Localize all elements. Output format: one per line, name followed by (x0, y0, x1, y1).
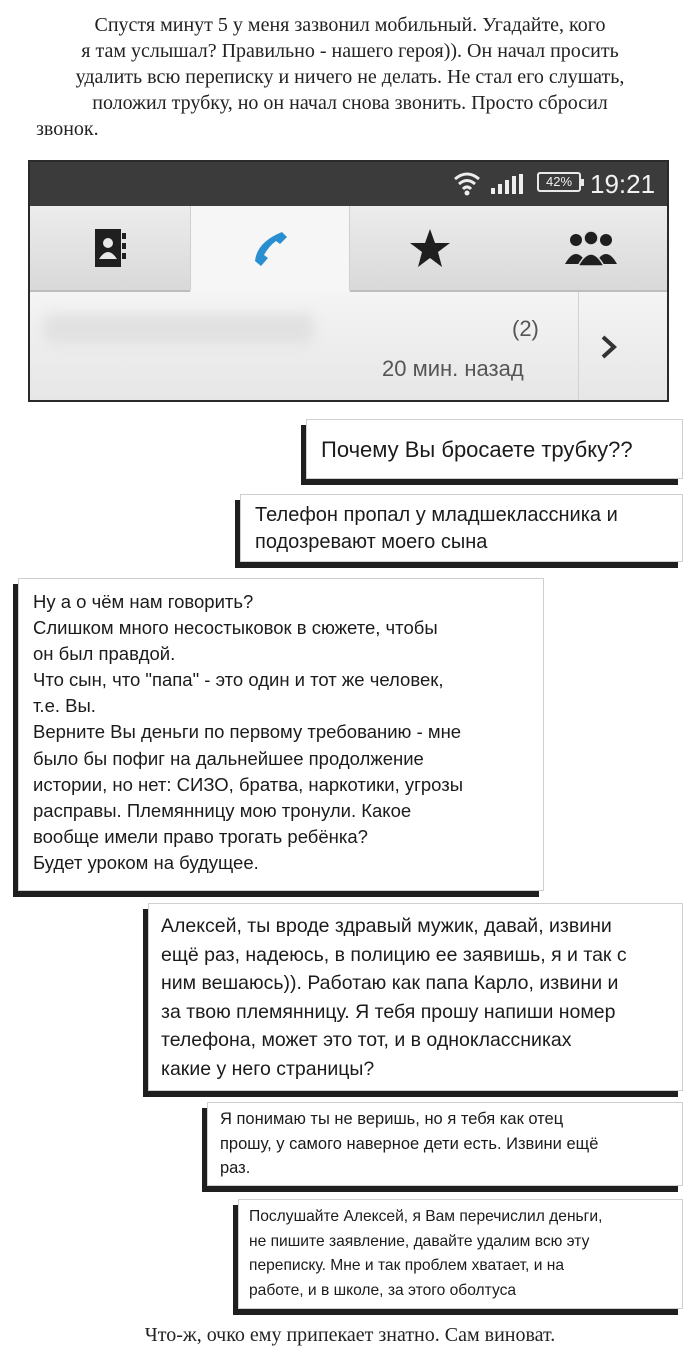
message-line: Что сын, что "папа" - это один и тот же человек, (33, 669, 444, 691)
message-line: вообще имели право трогать ребёнка? (33, 825, 368, 847)
message-line: Слишком много несостыковок в сюжете, чтобы (33, 617, 438, 639)
signal-strength-icon (491, 174, 525, 194)
message-line: Я понимаю ты не веришь, но я тебя как отец (220, 1110, 564, 1128)
intro-narration (0, 12, 700, 142)
row-divider (578, 292, 579, 402)
battery-indicator: 42% (537, 172, 581, 192)
message-line: т.е. Вы. (33, 695, 96, 717)
blurred-contact-name (44, 314, 314, 344)
message-line: он был правдой. (33, 643, 176, 665)
people-group-icon (563, 228, 619, 268)
tab-favorites[interactable] (350, 206, 510, 292)
message-bubble (207, 1102, 683, 1186)
message-line: не пишите заявление, давайте удалим всю эту (249, 1232, 590, 1250)
message-bubble (240, 494, 683, 562)
message-line: Ну а о чём нам говорить? (33, 591, 254, 612)
message-line: прошу, у самого наверное дети есть. Извини ещё (220, 1134, 599, 1153)
chevron-right-icon[interactable] (598, 332, 620, 362)
contacts-book-icon (93, 228, 127, 268)
wifi-icon (452, 170, 482, 196)
phone-handset-icon (249, 228, 291, 270)
status-bar (30, 162, 667, 206)
message-line: Послушайте Алексей, я Вам перечислил деньги, (249, 1208, 603, 1225)
tab-contacts[interactable] (30, 206, 190, 292)
message-line: ним вешаюсь)). Работаю как папа Карло, извини и (161, 972, 619, 995)
message-line: Верните Вы деньги по первому требованию - мне (33, 721, 462, 743)
intro-line: я там услышал? Правильно - нашего героя)). Он начал просить (81, 40, 619, 62)
phone-call-log-screenshot (28, 160, 669, 402)
message-line: работе, и в школе, за этого оболтуса (249, 1281, 517, 1299)
message-line: Телефон пропал у младшеклассника и (255, 504, 618, 526)
star-icon (409, 228, 451, 268)
tab-phone[interactable] (190, 206, 350, 292)
message-bubble (306, 419, 683, 479)
message-bubble (148, 903, 683, 1091)
message-line: Будет уроком на будущее. (33, 851, 259, 873)
status-clock: 19:21 (590, 169, 656, 199)
message-line: телефона, может это тот, и в одноклассниках (161, 1029, 572, 1052)
message-line: ещё раз, надеюсь, в полицию ее заявишь, я и так с (161, 943, 627, 966)
message-line: подозревают моего сына (255, 531, 488, 553)
intro-line: положил трубку, но он начал снова звонить. Просто сбросил (92, 92, 608, 114)
outro-narration (0, 1322, 700, 1348)
message-line: истории, но нет: СИЗО, братва, наркотики, угрозы (33, 773, 464, 795)
message-line: переписку. Мне и так проблем хватает, и на (249, 1257, 565, 1274)
call-log-entry[interactable] (30, 292, 667, 402)
dialer-tabs (30, 206, 667, 292)
outro-line: Что-ж, очко ему припекает знатно. Сам виноват. (144, 1324, 556, 1346)
tab-groups[interactable] (510, 206, 669, 292)
message-line: раз. (220, 1159, 251, 1177)
intro-line: удалить всю переписку и ничего не делать. Не стал его слушать, (75, 66, 625, 88)
message-line: было бы пофиг на дальнейшее продолжение (33, 747, 424, 769)
intro-line: Спустя минут 5 у меня зазвонил мобильный. Угадайте, кого (94, 14, 606, 36)
intro-line: звонок. (36, 118, 99, 140)
message-bubble (238, 1199, 683, 1309)
call-time-ago: 20 мин. назад (382, 356, 524, 381)
message-line: какие у него страницы? (161, 1057, 375, 1080)
message-line: Алексей, ты вроде здравый мужик, давай, извини (161, 915, 612, 937)
message-line: Почему Вы бросаете трубку?? (321, 437, 633, 462)
message-line: расправы. Племянницу мою тронули. Какое (33, 799, 412, 821)
call-count: (2) (512, 316, 539, 341)
message-line: за твою племянницу. Я тебя прошу напиши номер (161, 1000, 616, 1023)
message-bubble (18, 578, 544, 891)
